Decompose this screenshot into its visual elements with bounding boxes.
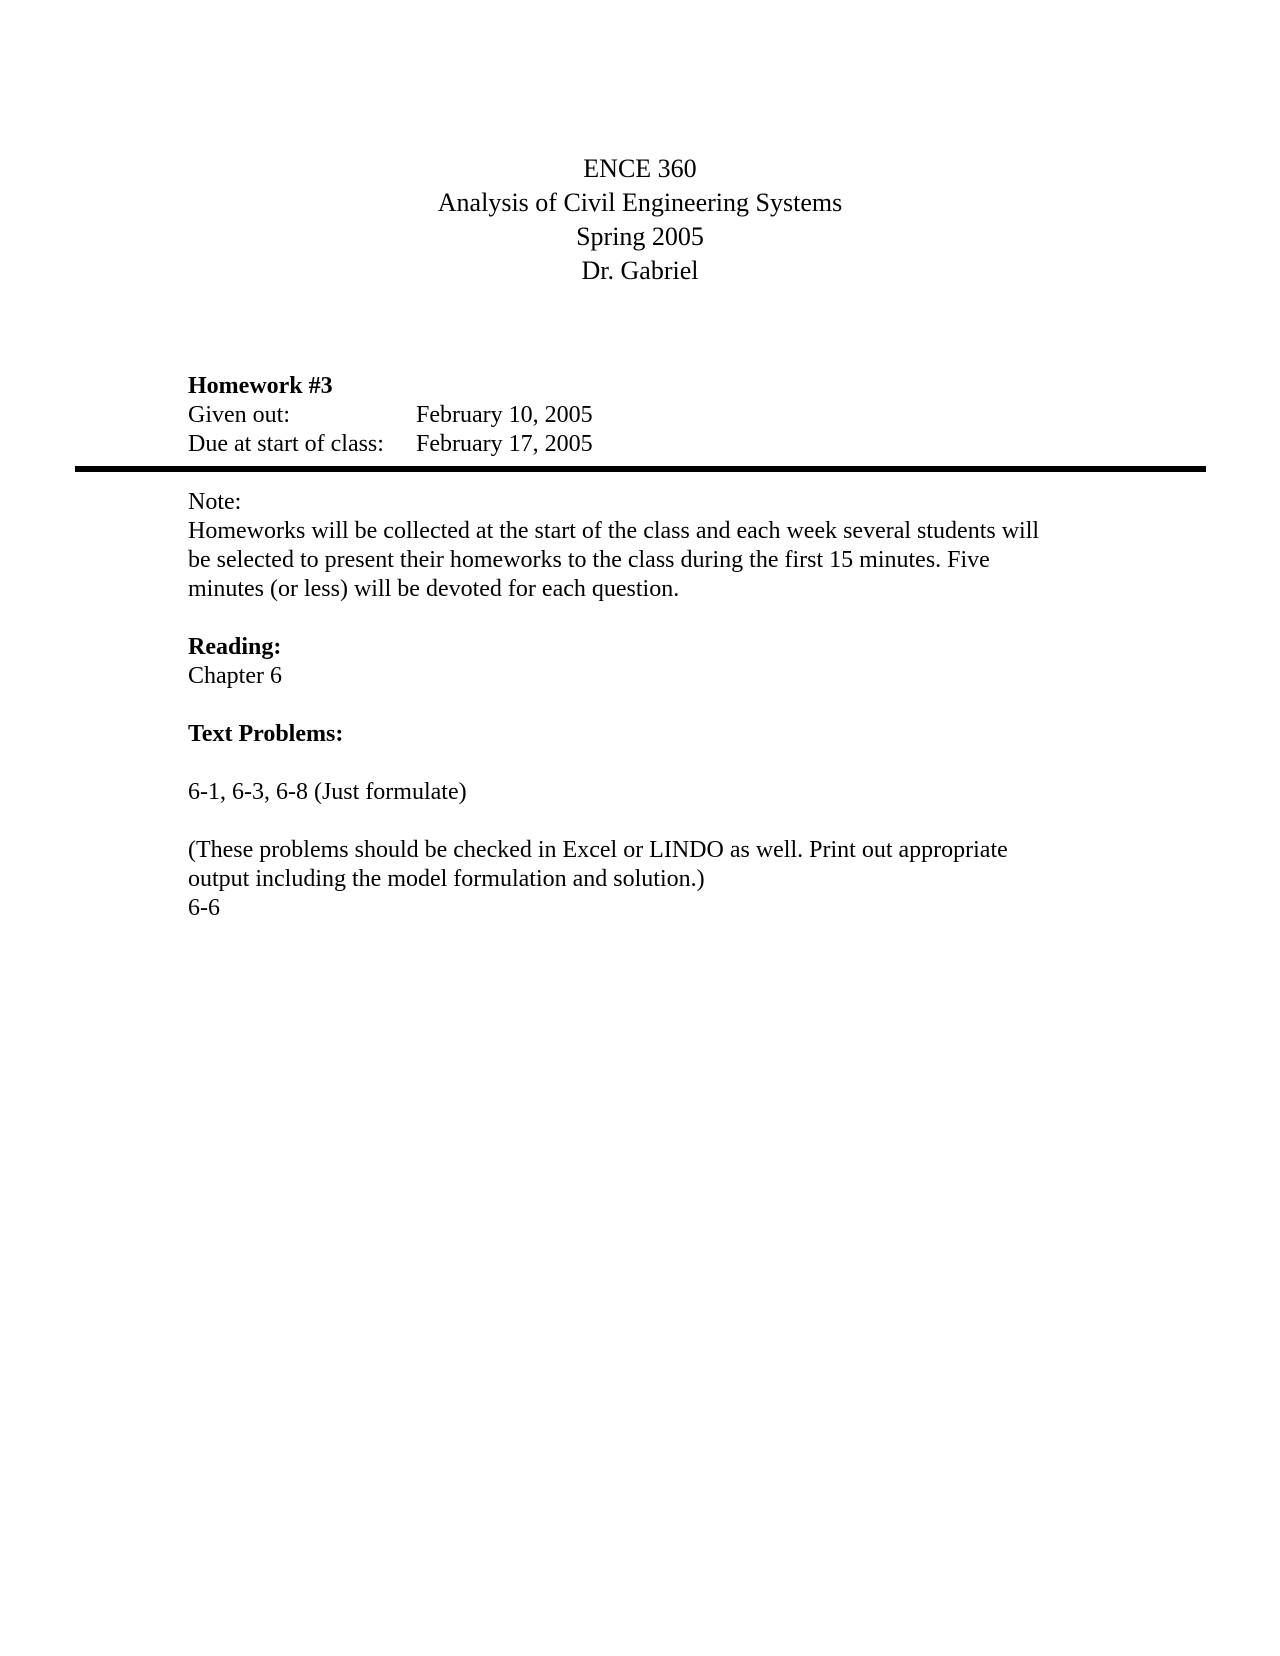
section-divider [75,466,1206,472]
due-date: February 17, 2005 [416,431,593,457]
due-date-label: Due at start of class: [188,431,384,457]
instruction-line-1: (These problems should be checked in Excel or LINDO as well. Print out appropriate [188,837,1008,863]
given-out-date: February 10, 2005 [416,402,593,428]
reading-text: Chapter 6 [188,663,282,689]
note-line-1: Homeworks will be collected at the start of the class and each week several students will [188,518,1040,544]
course-code: ENCE 360 [583,154,697,183]
course-title: Analysis of Civil Engineering Systems [437,188,843,217]
given-out-label: Given out: [188,402,290,428]
homework-info [188,372,1088,459]
due-date-row [188,430,1088,459]
given-out-row [188,401,1088,430]
homework-content [188,488,1108,923]
homework-title: Homework #3 [188,373,333,399]
course-instructor: Dr. Gabriel [581,256,699,285]
spacer [188,749,1108,778]
note-label: Note: [188,489,242,515]
extra-problem: 6-6 [188,895,220,921]
note-line-3: minutes (or less) will be devoted for each question. [188,576,680,602]
text-problems-list: 6-1, 6-3, 6-8 (Just formulate) [188,779,467,805]
instruction-line-2: output including the model formulation and solution.) [188,866,705,892]
spacer [188,807,1108,836]
spacer [188,604,1108,633]
course-term: Spring 2005 [576,222,704,251]
course-header [0,152,1280,288]
note-line-2: be selected to present their homeworks to the class during the first 15 minutes. Five [188,547,990,573]
text-problems-heading: Text Problems: [188,721,344,747]
reading-heading: Reading: [188,634,282,660]
spacer [188,691,1108,720]
